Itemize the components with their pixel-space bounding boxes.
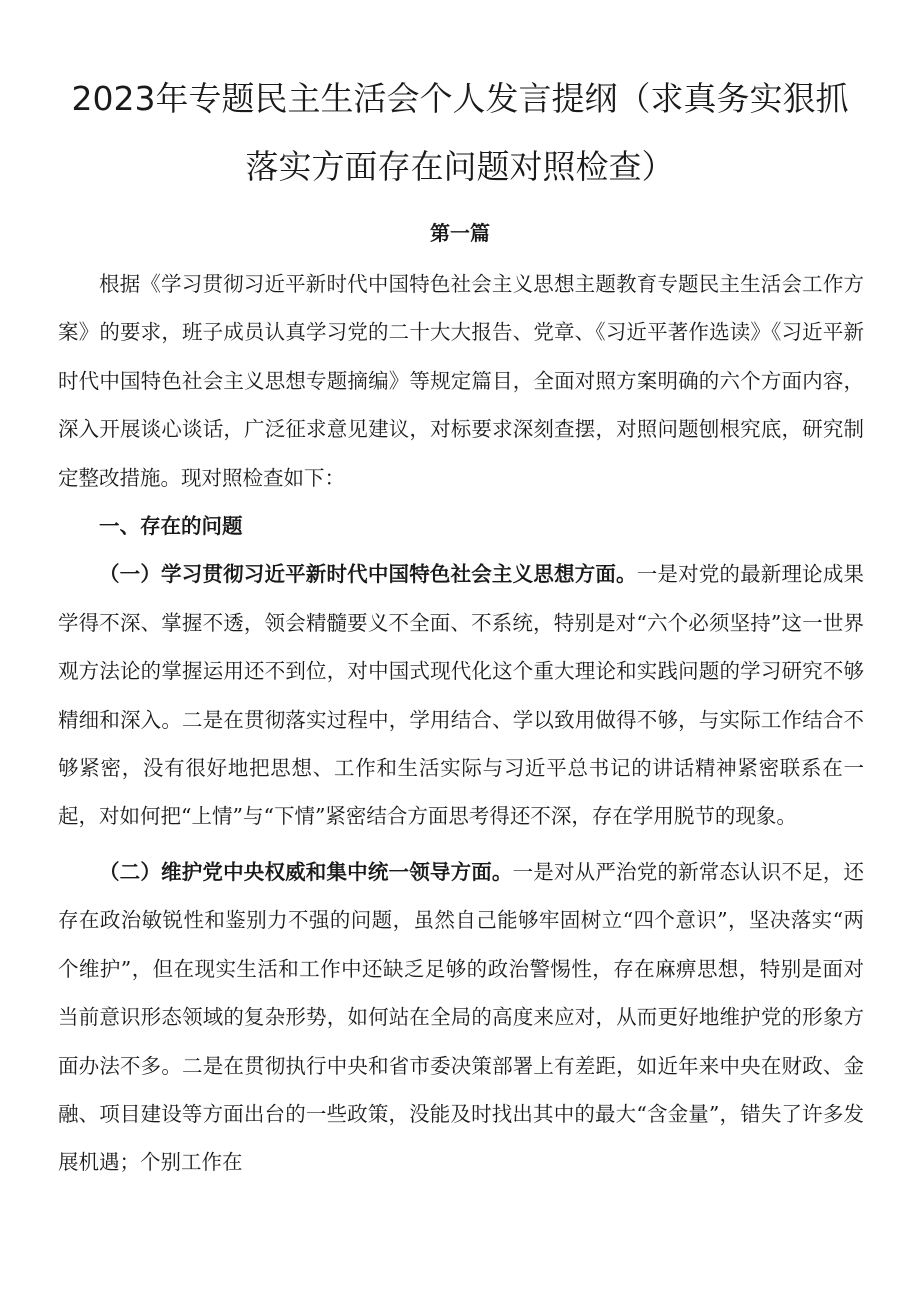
point-2-lead: （二）维护党中央权威和集中统一领导方面。 bbox=[99, 859, 513, 884]
point-1-lead: （一）学习贯彻习近平新时代中国特色社会主义思想方面。 bbox=[99, 562, 637, 587]
point-2-paragraph bbox=[58, 848, 864, 1187]
document-title-line-1: 2023年专题民主生活会个人发言提纲（求真务实狠抓 bbox=[71, 79, 849, 118]
point-1-paragraph bbox=[58, 550, 864, 840]
point-1-body: 一是对党的最新理论成果学得不深、掌握不透，领会精髓要义不全面、不系统，特别是对“六个必须坚持”这一世界观方法论的掌握运用还不到位，对中国式现代化这个重大理论和实践问题的学习研究不够精细和深入。二是在贯彻落实过程中，学用结合、学以致用做得不够，与实际工作结合不够紧密，没有很好地把思想、工作和生活实际与习近平总书记的讲话精神紧密联系在一起，对如何把“上情”与“下情”紧密结合方面思考得还不深，存在学用脱节的现象。 bbox=[58, 562, 865, 829]
section-heading-problems: 一、存在的问题 bbox=[99, 514, 243, 539]
document-subtitle: 第一篇 bbox=[430, 221, 490, 245]
document-title-line-2: 落实方面存在问题对照检查） bbox=[245, 147, 675, 186]
document-body bbox=[58, 260, 864, 1187]
intro-paragraph: 根据《学习贯彻习近平新时代中国特色社会主义思想主题教育专题民主生活会工作方案》的要求，班子成员认真学习党的二十大大报告、党章、《习近平著作选读》《习近平新时代中国特色社会主义思想专题摘编》等规定篇目，全面对照方案明确的六个方面内容，深入开展谈心谈话，广泛征求意见建议，对标要求深刻查摆，对照问题刨根究底，研究制定整改措施。现对照检查如下： bbox=[58, 272, 864, 490]
point-2-body: 一是对从严治党的新常态认识不足，还存在政治敏锐性和鉴别力不强的问题，虽然自己能够牢固树立“四个意识”，坚决落实“两个维护”，但在现实生活和工作中还缺乏足够的政治警惕性，存在麻痹思想，特别是面对当前意识形态领域的复杂形势，如何站在全局的高度来应对，从而更好地维护党的形象方面办法不多。二是在贯彻执行中央和省市委决策部署上有差距，如近年来中央在财政、金融、项目建设等方面出台的一些政策，没能及时找出其中的最大“含金量”，错失了许多发展机遇；个别工作在 bbox=[58, 859, 865, 1175]
